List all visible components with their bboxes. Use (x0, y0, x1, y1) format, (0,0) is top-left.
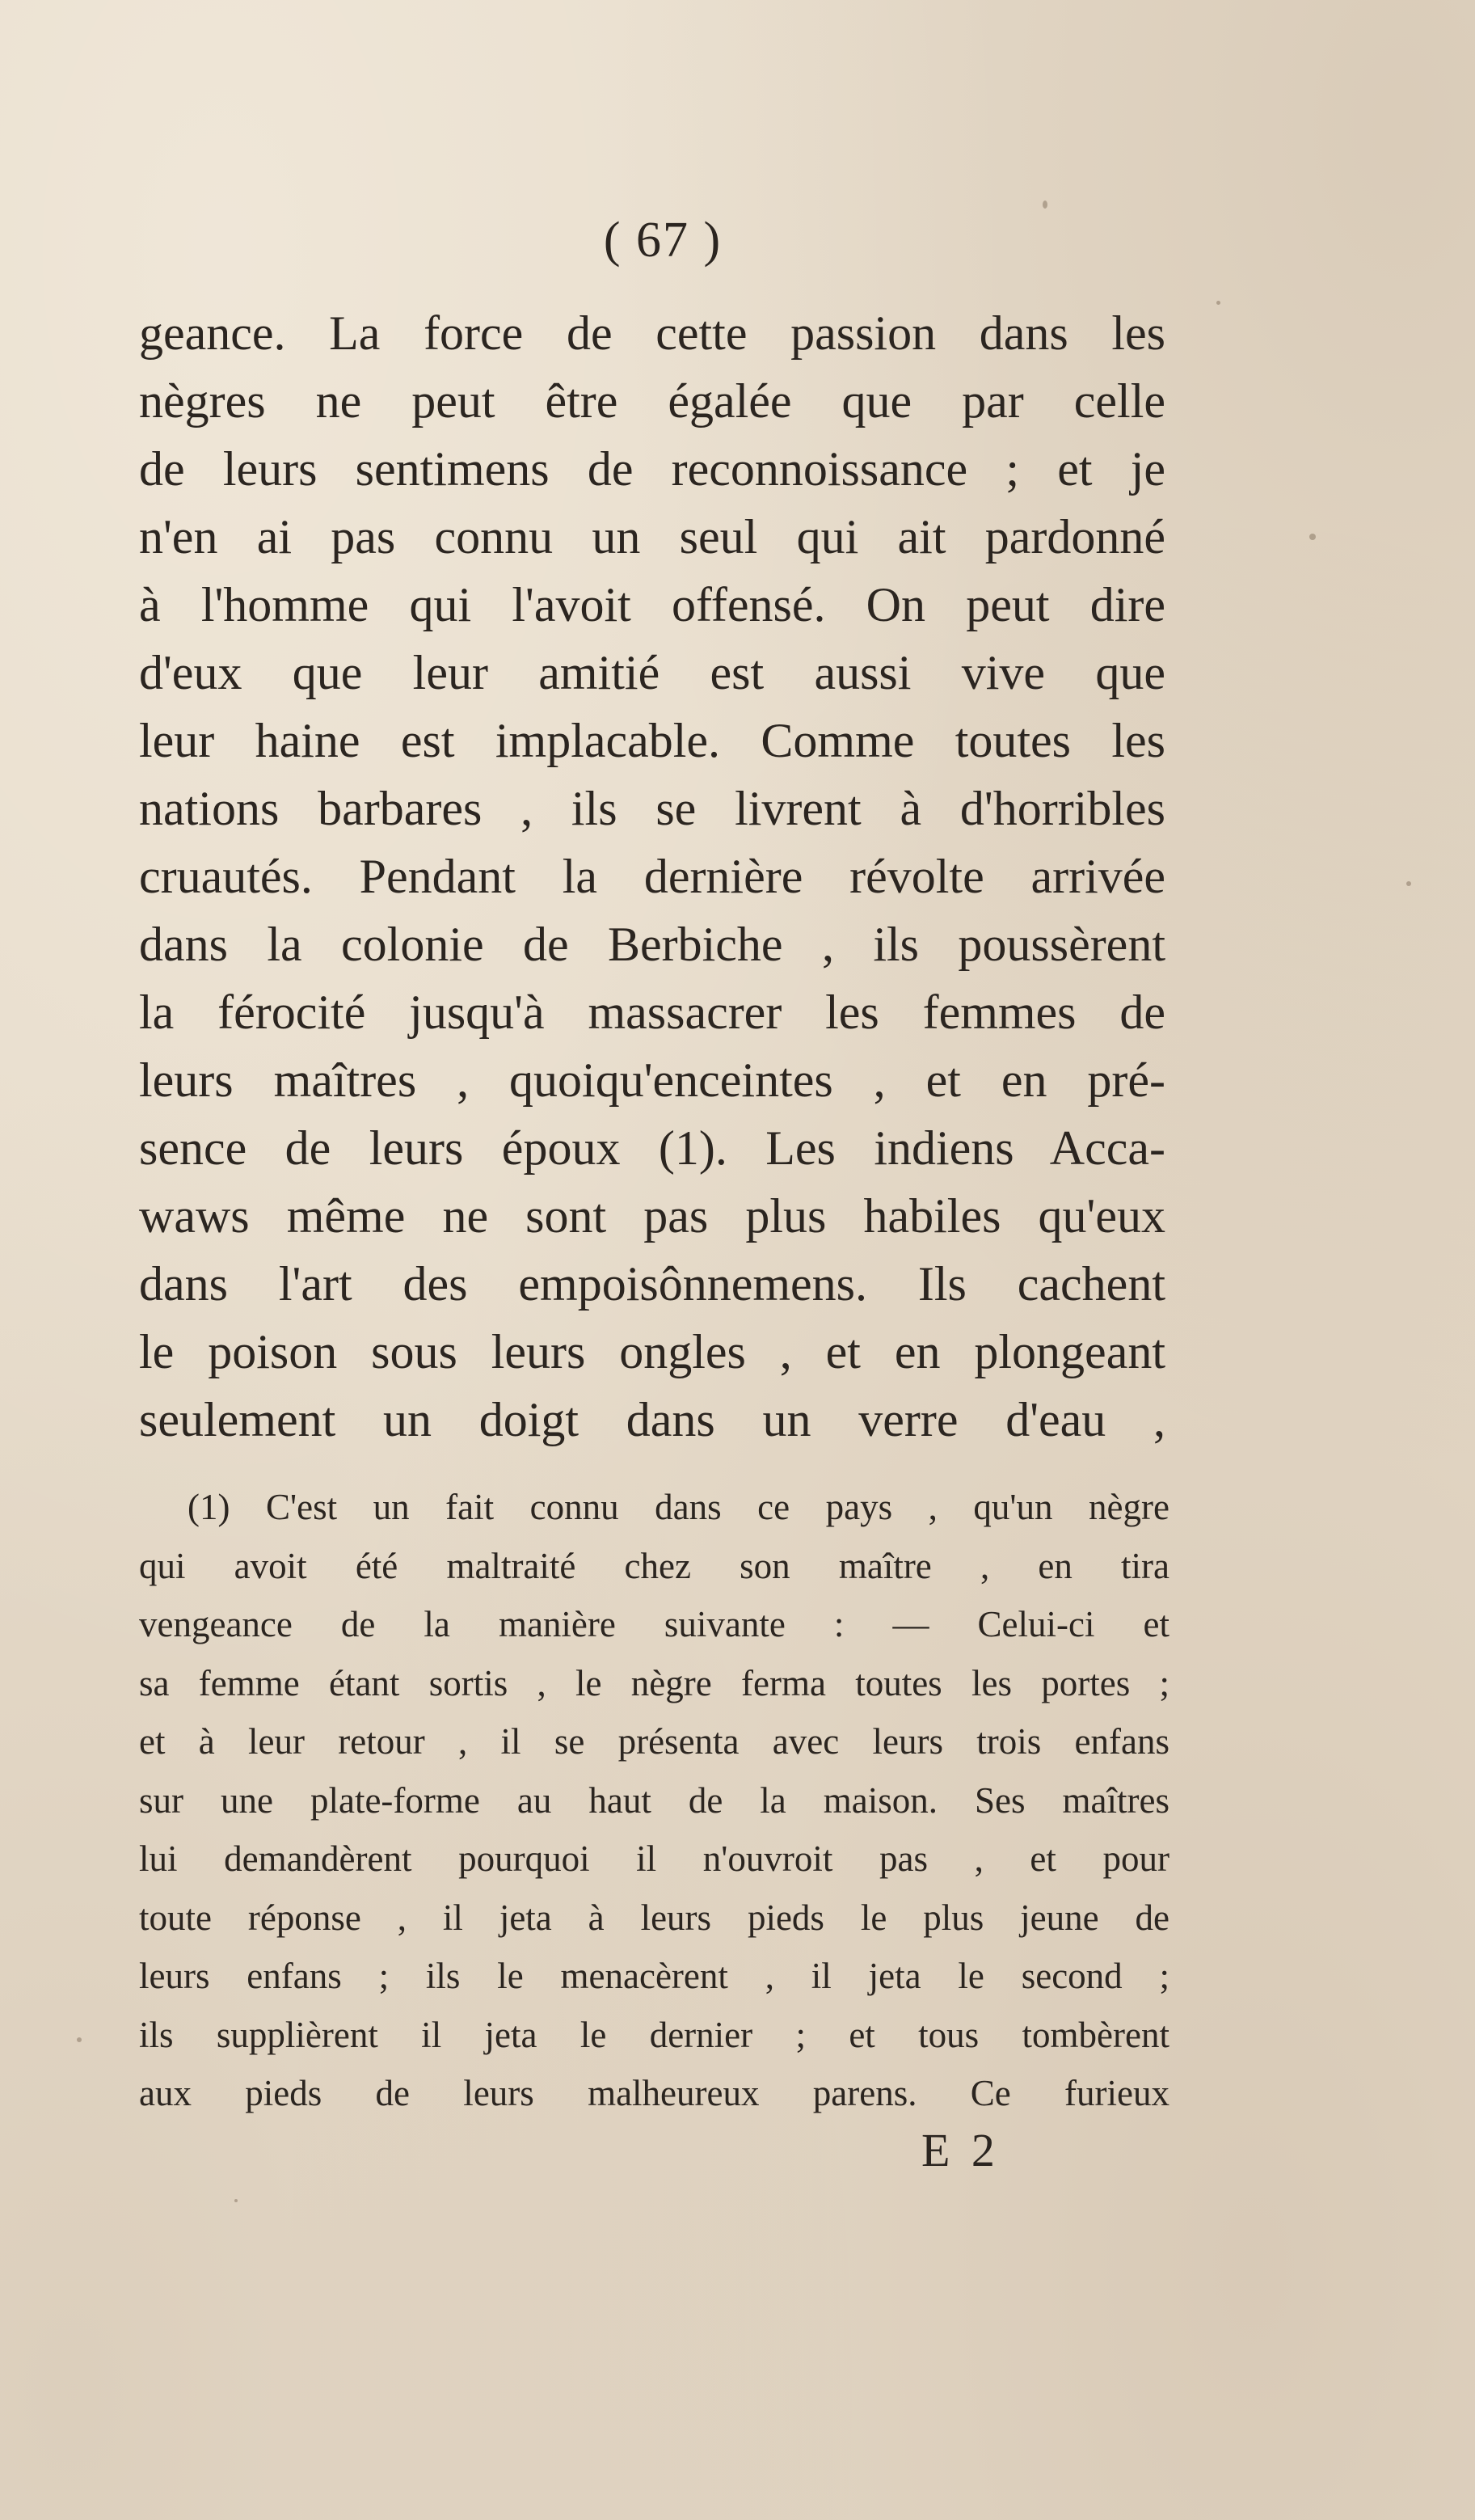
paper-speck (1043, 201, 1047, 209)
footnote-line: sur une plate-forme au haut de la maison. Ses maîtres (139, 1779, 1169, 1821)
footnote-line: vengeance de la manière suivante : — Celui-ci et (139, 1604, 1169, 1644)
text-line: d'eux que leur amitié est aussi vive que (139, 646, 1165, 699)
paper-speck (234, 2199, 238, 2202)
text-line: waws même ne sont pas plus habiles qu'eux (139, 1189, 1165, 1243)
footnote-block (139, 1478, 1169, 2123)
paper-speck (1309, 534, 1316, 540)
footnote-line: lui demandèrent pourquoi il n'ouvroit pas , et pour (139, 1838, 1169, 1879)
text-line: nations barbares , ils se livrent à d'horribles (139, 782, 1165, 835)
text-line: leur haine est implacable. Comme toutes les (139, 714, 1165, 767)
footnote-line: leurs enfans ; ils le menacèrent , il jeta le second ; (139, 1956, 1169, 1996)
text-line: dans l'art des empoisônnemens. Ils cachent (139, 1257, 1165, 1311)
text-line: nègres ne peut être égalée que par celle (139, 374, 1165, 428)
main-text-block (139, 299, 1165, 1454)
text-line: dans la colonie de Berbiche , ils poussèrent (139, 918, 1165, 971)
footnote-line: qui avoit été maltraité chez son maître , en tira (139, 1545, 1169, 1586)
footnote-line: aux pieds de leurs malheureux parens. Ce furieux (139, 2073, 1169, 2113)
text-line: seulement un doigt dans un verre d'eau , (139, 1393, 1165, 1446)
text-line: sence de leurs époux (1). Les indiens Acca- (139, 1121, 1165, 1175)
text-line: le poison sous leurs ongles , et en plongeant (139, 1325, 1165, 1378)
footnote-line: ils supplièrent il jeta le dernier ; et tous tombèrent (139, 2014, 1169, 2055)
paper-speck (1216, 301, 1220, 305)
footnote-line: et à leur retour , il se présenta avec leurs trois enfans (139, 1721, 1169, 1762)
text-line: leurs maîtres , quoiqu'enceintes , et en pré- (139, 1053, 1165, 1107)
text-line: n'en ai pas connu un seul qui ait pardonné (139, 510, 1165, 564)
signature-mark: E 2 (921, 2124, 1000, 2176)
paper-speck (77, 2037, 82, 2042)
text-line: de leurs sentimens de reconnoissance ; et je (139, 442, 1165, 496)
paper-speck (1406, 881, 1411, 886)
text-line: cruautés. Pendant la dernière révolte arrivée (139, 850, 1165, 903)
text-line: la férocité jusqu'à massacrer les femmes de (139, 986, 1165, 1039)
footnote-line: (1) C'est un fait connu dans ce pays , qu'un nègre (188, 1487, 1169, 1527)
text-line: à l'homme qui l'avoit offensé. On peut dire (139, 578, 1165, 631)
page-number: ( 67 ) (603, 213, 723, 268)
text-line: geance. La force de cette passion dans les (139, 306, 1165, 360)
footnote-line: toute réponse , il jeta à leurs pieds le plus jeune de (139, 1897, 1169, 1938)
footnote-line: sa femme étant sortis , le nègre ferma toutes les portes ; (139, 1662, 1169, 1703)
